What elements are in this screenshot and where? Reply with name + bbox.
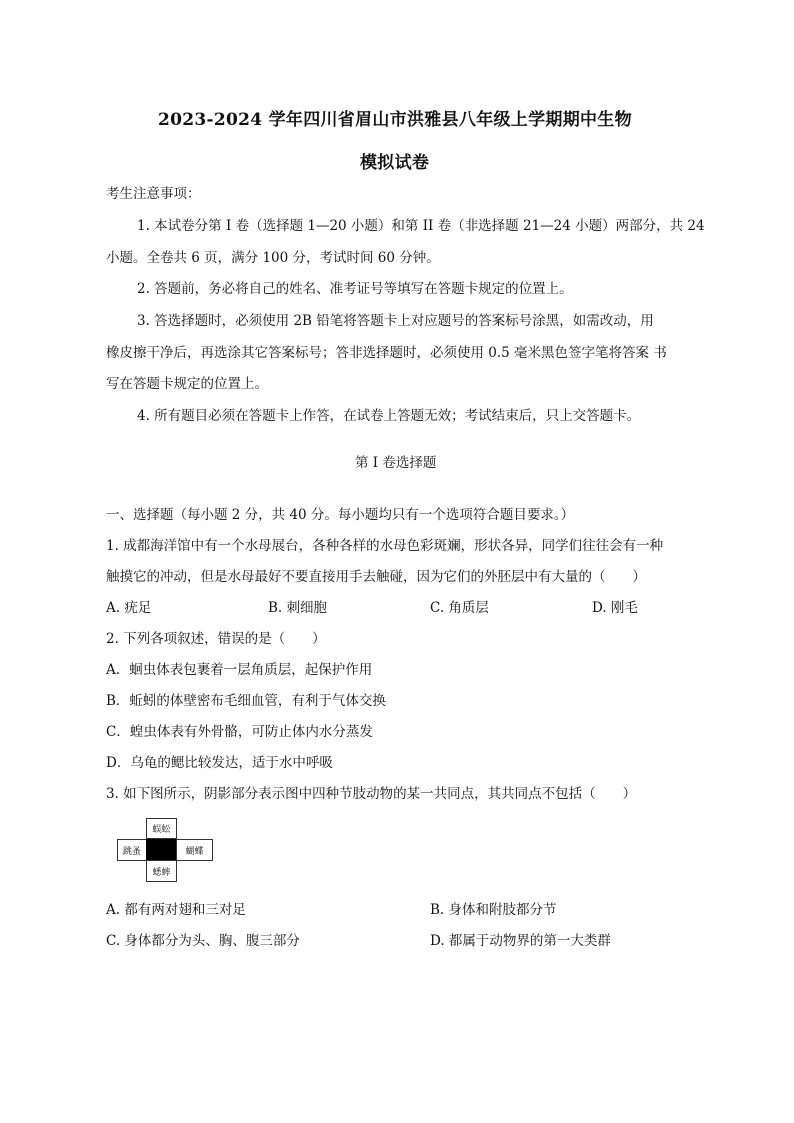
- notice-2: 2. 答题前，务必将自己的姓名、准考证号等填写在答题卡规定的位置上。: [137, 281, 573, 297]
- diagram-box-left: 跳蚤: [117, 839, 147, 861]
- q2-stem: 2. 下列各项叙述，错误的是（ ）: [106, 631, 326, 647]
- q3-option-d: D. 都属于动物界的第一大类群: [430, 933, 611, 949]
- notice-1-line-2: 小题。全卷共 6 页，满分 100 分，考试时间 60 分钟。: [106, 250, 440, 266]
- q1-option-c: C. 角质层: [430, 600, 489, 616]
- q3-stem: 3. 如下图所示，阴影部分表示图中四种节肢动物的某一共同点，其共同点不包括（ ）: [106, 786, 637, 802]
- section-title: 第 I 卷选择题: [355, 455, 437, 471]
- notice-3-line-2: 橡皮擦干净后，再选涂其它答案标号；答非选择题时，必须使用 0.5 毫米黑色签字笔将答案 书: [106, 345, 667, 361]
- q1-stem-line-2: 触摸它的冲动，但是水母最好不要直接用手去触碰，因为它们的外胚层中有大量的（ ）: [106, 569, 646, 585]
- title-line-1: 2023-2024 学年四川省眉山市洪雅县八年级上学期期中生物: [158, 110, 632, 130]
- diagram-box-bottom: 蟋蟀: [146, 860, 177, 882]
- q1-option-a: A. 疣足: [106, 600, 152, 616]
- diagram-box-right: 蝴蝶: [176, 839, 213, 861]
- notice-1-line-1: 1. 本试卷分第 I 卷（选择题 1—20 小题）和第 II 卷（非选择题 21—24 小题）两部分，共 24: [137, 218, 705, 234]
- q3-cross-diagram: [117, 818, 213, 882]
- q3-option-c: C. 身体都分为头、胸、腹三部分: [106, 933, 300, 949]
- part-heading: 一、选择题（每小题 2 分，共 40 分。每小题均只有一个选项符合题目要求。）: [106, 507, 575, 523]
- q3-option-b: B. 身体和附肢都分节: [430, 902, 557, 918]
- diagram-shaded-center: [146, 839, 177, 861]
- q2-option-c: C．蝗虫体表有外骨骼，可防止体内水分蒸发: [106, 724, 373, 740]
- q2-option-b: B．蚯蚓的体壁密布毛细血管，有利于气体交换: [106, 693, 386, 709]
- diagram-box-top: 蜈蚣: [146, 818, 177, 839]
- q2-option-a: A．蛔虫体表包裹着一层角质层，起保护作用: [106, 662, 373, 678]
- q1-stem-line-1: 1. 成都海洋馆中有一个水母展台，各种各样的水母色彩斑斓，形状各异，同学们往往会有一种: [106, 538, 664, 554]
- title-line-2: 模拟试卷: [360, 153, 430, 173]
- notice-3-line-1: 3. 答选择题时，必须使用 2B 铅笔将答题卡上对应题号的答案标号涂黑，如需改动，用: [137, 313, 654, 329]
- notice-4: 4. 所有题目必须在答题卡上作答，在试卷上答题无效；考试结束后，只上交答题卡。: [137, 408, 641, 424]
- q2-option-d: D．乌龟的鳃比较发达，适于水中呼吸: [106, 755, 333, 771]
- notice-3-line-3: 写在答题卡规定的位置上。: [106, 376, 268, 392]
- q1-option-b: B. 刺细胞: [268, 600, 328, 616]
- notice-heading: 考生注意事项：: [106, 186, 201, 202]
- q1-option-d: D. 刚毛: [592, 600, 638, 616]
- q3-option-a: A. 都有两对翅和三对足: [106, 902, 246, 918]
